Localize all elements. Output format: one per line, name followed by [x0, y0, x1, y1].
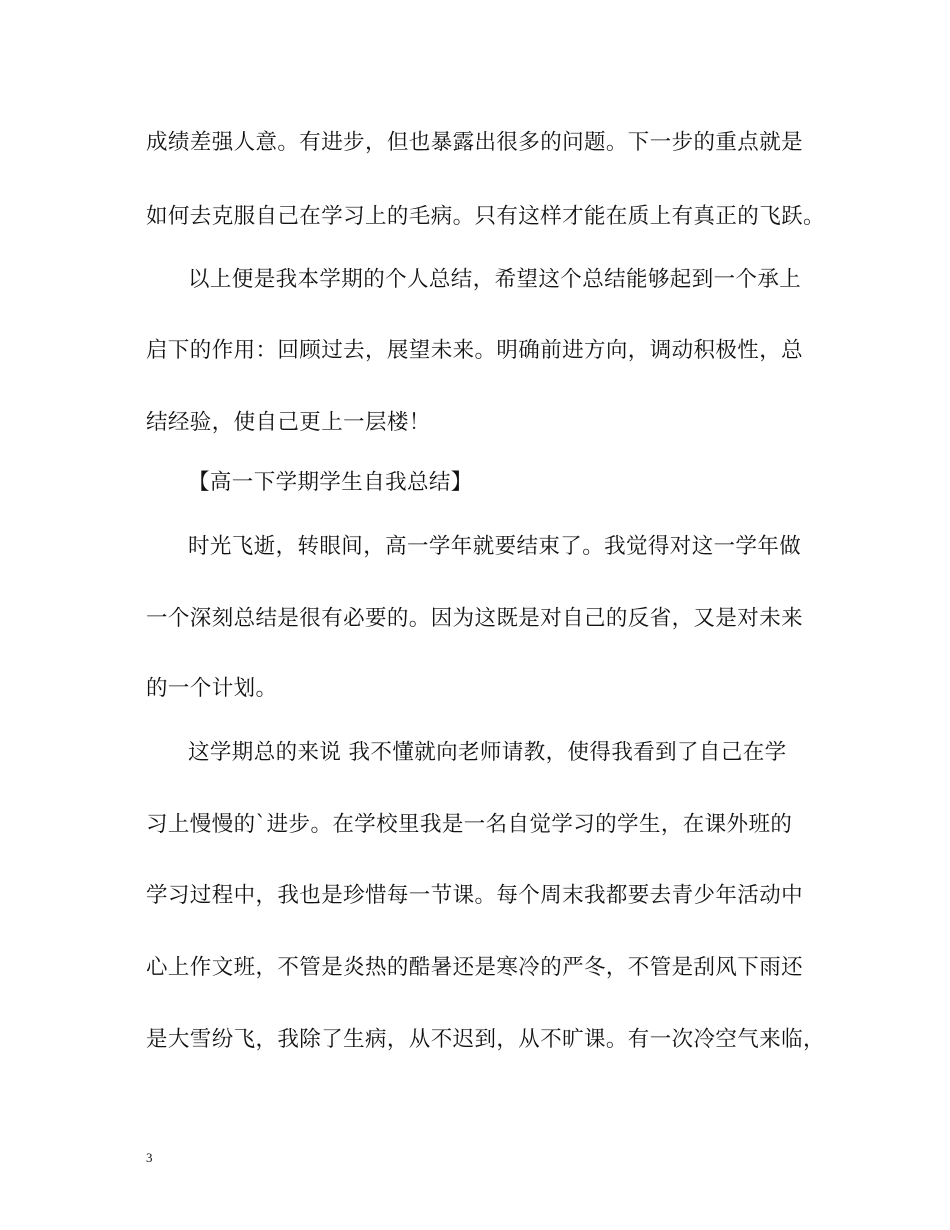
- text-line: 成绩差强人意。有进步，但也暴露出很多的问题。下一步的重点就是: [146, 130, 804, 155]
- page-number: 3: [146, 1150, 153, 1165]
- text-line: 一个深刻总结是很有必要的。因为这既是对自己的反省，又是对未来: [146, 606, 804, 631]
- text-line: 是大雪纷飞，我除了生病，从不迟到，从不旷课。有一次冷空气来临，: [146, 1027, 825, 1052]
- text-line: 学习过程中，我也是珍惜每一节课。每个周末我都要去青少年活动中: [146, 883, 804, 908]
- text-line: 的一个计划。: [146, 676, 278, 701]
- text-line: 启下的作用：回顾过去，展望未来。明确前进方向，调动积极性，总: [146, 338, 804, 363]
- paragraph-first-line: 这学期总的来说 我不懂就向老师请教，使得我看到了自己在学: [188, 740, 787, 765]
- text-line: 结经验，使自己更上一层楼！: [146, 410, 431, 435]
- text-line: 心上作文班，不管是炎热的酷暑还是寒冷的严冬，不管是刮风下雨还: [146, 955, 804, 980]
- paragraph-first-line: 时光飞逝，转眼间，高一学年就要结束了。我觉得对这一学年做: [188, 534, 802, 559]
- section-heading: 【高一下学期学生自我总结】: [188, 470, 473, 495]
- text-line: 如何去克服自己在学习上的毛病。只有这样才能在质上有真正的飞跃。: [146, 204, 825, 229]
- text-line: 习上慢慢的`进步。在学校里我是一名自觉学习的学生，在课外班的: [146, 812, 793, 837]
- paragraph-first-line: 以上便是我本学期的个人总结，希望这个总结能够起到一个承上: [188, 267, 802, 292]
